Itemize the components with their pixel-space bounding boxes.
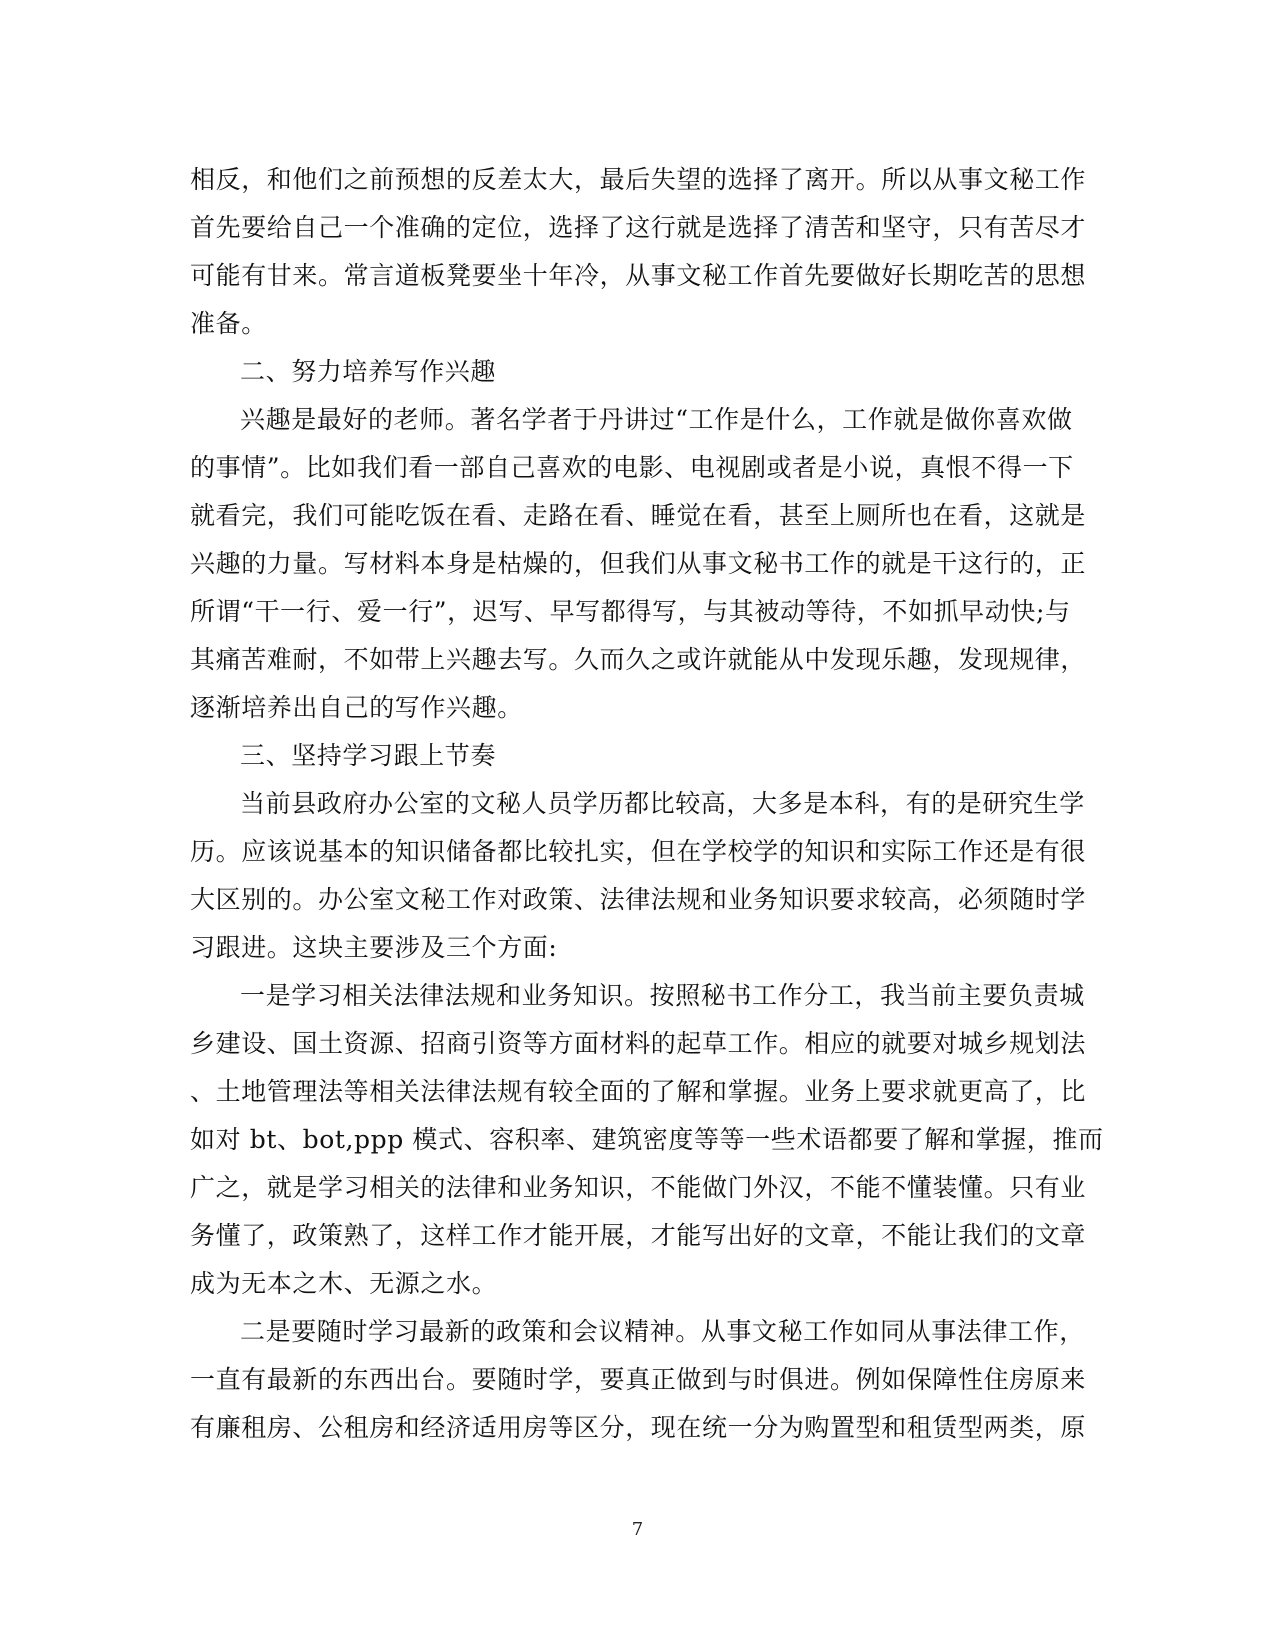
- paragraph-line: 可能有甘来。常言道板凳要坐十年冷，从事文秘工作首先要做好长期吃苦的思想: [190, 261, 1087, 290]
- paragraph-line: 准备。: [190, 309, 267, 338]
- paragraph-line: 成为无本之木、无源之水。: [190, 1269, 498, 1298]
- paragraph-line: 、土地管理法等相关法律法规有较全面的了解和掌握。业务上要求就更高了，比: [190, 1077, 1087, 1106]
- paragraph-line: 就看完，我们可能吃饭在看、走路在看、睡觉在看，甚至上厕所也在看，这就是: [190, 501, 1087, 530]
- paragraph-line: 的事情”。比如我们看一部自己喜欢的电影、电视剧或者是小说，真恨不得一下: [190, 453, 1074, 482]
- paragraph-line: 大区别的。办公室文秘工作对政策、法律法规和业务知识要求较高，必须随时学: [190, 885, 1087, 914]
- paragraph-line: 历。应该说基本的知识储备都比较扎实，但在学校学的知识和实际工作还是有很: [190, 837, 1087, 866]
- document-body: [190, 156, 1104, 1452]
- paragraph-line: 逐渐培养出自己的写作兴趣。: [190, 693, 523, 722]
- paragraph-line: 兴趣是最好的老师。著名学者于丹讲过“工作是什么，工作就是做你喜欢做: [240, 405, 1073, 434]
- paragraph-line: 有廉租房、公租房和经济适用房等区分，现在统一分为购置型和租赁型两类，原: [190, 1413, 1087, 1442]
- paragraph-line: 一直有最新的东西出台。要随时学，要真正做到与时俱进。例如保障性住房原来: [190, 1365, 1087, 1394]
- paragraph-line: 一是学习相关法律法规和业务知识。按照秘书工作分工，我当前主要负责城: [240, 981, 1085, 1010]
- paragraph-line: 兴趣的力量。写材料本身是枯燥的，但我们从事文秘书工作的就是干这行的，正: [190, 549, 1087, 578]
- paragraph-line: 广之，就是学习相关的法律和业务知识，不能做门外汉，不能不懂装懂。只有业: [190, 1173, 1087, 1202]
- paragraph-line: 乡建设、国土资源、招商引资等方面材料的起草工作。相应的就要对城乡规划法: [190, 1029, 1087, 1058]
- paragraph-line: 习跟进。这块主要涉及三个方面:: [190, 933, 558, 962]
- paragraph-line: 所谓“干一行、爱一行”，迟写、早写都得写，与其被动等待，不如抓早动快;与: [190, 597, 1071, 626]
- paragraph-line: 二是要随时学习最新的政策和会议精神。从事文秘工作如同从事法律工作，: [240, 1317, 1085, 1346]
- paragraph-line: 如对 bt、bot,ppp 模式、容积率、建筑密度等等一些术语都要了解和掌握，推而: [190, 1125, 1104, 1154]
- section-heading: 三、坚持学习跟上节奏: [240, 741, 497, 770]
- paragraph-line: 其痛苦难耐，不如带上兴趣去写。久而久之或许就能从中发现乐趣，发现规律，: [190, 645, 1087, 674]
- paragraph-line: 相反，和他们之前预想的反差太大，最后失望的选择了离开。所以从事文秘工作: [190, 165, 1087, 194]
- paragraph-line: 当前县政府办公室的文秘人员学历都比较高，大多是本科，有的是研究生学: [240, 789, 1085, 818]
- page-number: 7: [631, 1519, 644, 1540]
- paragraph-line: 首先要给自己一个准确的定位，选择了这行就是选择了清苦和坚守，只有苦尽才: [190, 213, 1087, 242]
- section-heading: 二、努力培养写作兴趣: [240, 357, 497, 386]
- paragraph-line: 务懂了，政策熟了，这样工作才能开展，才能写出好的文章，不能让我们的文章: [190, 1221, 1087, 1250]
